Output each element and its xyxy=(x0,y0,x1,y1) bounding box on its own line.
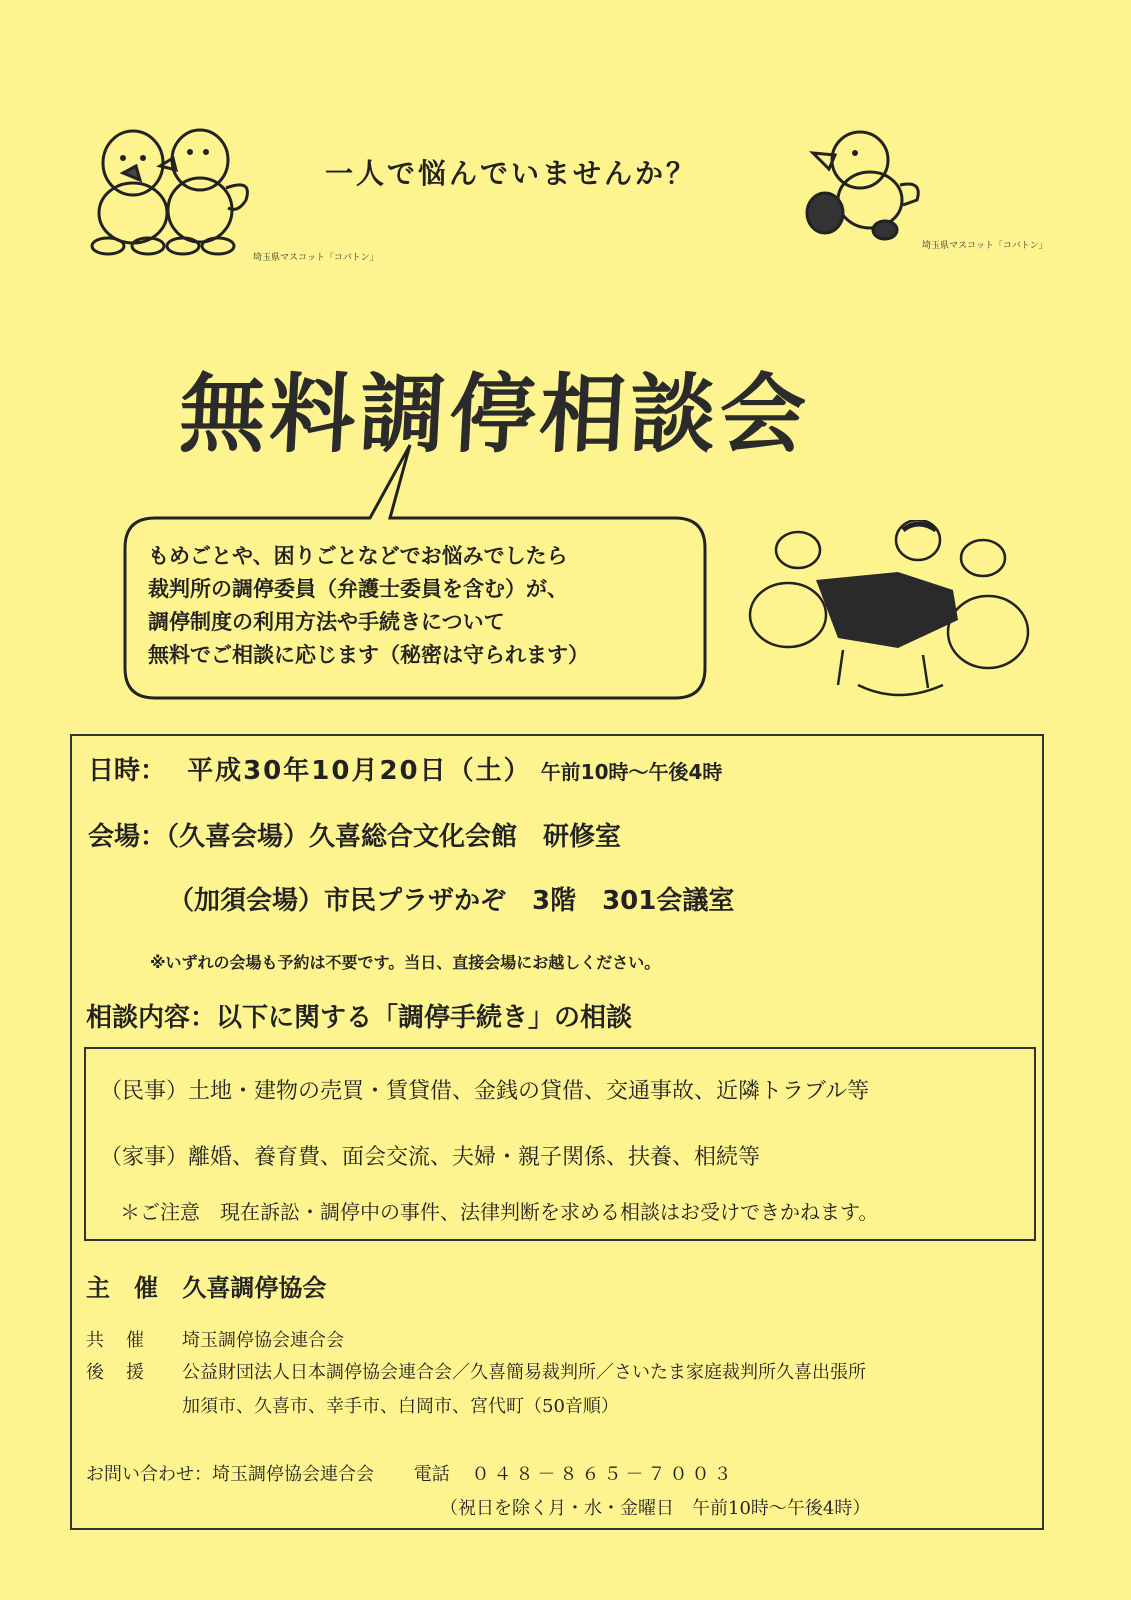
support-list-1: 公益財団法人日本調停協会連合会／久喜簡易裁判所／さいたま家庭裁判所久喜出張所 xyxy=(182,1362,866,1383)
bubble-line: 裁判所の調停委員（弁護士委員を含む）が、 xyxy=(148,577,568,601)
cohost-row xyxy=(86,1326,344,1352)
phone-label: 電話 xyxy=(413,1464,450,1485)
date-value: 平成30年10月20日（土） xyxy=(187,756,532,786)
host-name: 久喜調停協会 xyxy=(182,1274,327,1302)
date-label: 日時： xyxy=(88,756,167,786)
phone-number: ０４８－８６５－７００３ xyxy=(471,1464,736,1485)
topic-family: （家事）離婚、養育費、面会交流、夫婦・親子関係、扶養、相続等 xyxy=(100,1145,761,1170)
bubble-line: 無料でご相談に応じます（秘密は守られます） xyxy=(148,643,589,667)
event-date xyxy=(88,750,722,787)
venue-kazo: （加須会場）市民プラザかぞ 3階 301会議室 xyxy=(168,886,735,916)
cohost-label: 共催 xyxy=(86,1330,166,1351)
support-label: 後援 xyxy=(86,1362,166,1383)
page-title: 無料調停相談会 xyxy=(176,365,813,465)
meeting-illustration xyxy=(748,520,1033,700)
contact-hours: （祝日を除く月・水・金曜日 午前10時～午後4時） xyxy=(440,1498,871,1519)
time-value: 午前10時～午後4時 xyxy=(540,760,723,784)
venue-kuki: （久喜会場）久喜総合文化会館 研修室 xyxy=(166,822,622,852)
caution-note: ＊ご注意 現在訴訟・調停中の事件、法律判断を求める相談はお受けできかねます。 xyxy=(120,1200,879,1224)
host-row xyxy=(86,1268,326,1303)
bubble-text xyxy=(148,540,688,672)
bubble-line: もめごとや、困りごとなどでお悩みでしたら xyxy=(148,544,568,568)
bubble-line: 調停制度の利用方法や手続きについて xyxy=(148,610,505,634)
host-label: 主 催 xyxy=(86,1274,158,1302)
support-list-2: 加須市、久喜市、幸手市、白岡市、宮代町（50音順） xyxy=(182,1396,619,1417)
cohost-name: 埼玉調停協会連合会 xyxy=(182,1330,344,1351)
venue-label: 会場： xyxy=(88,822,167,852)
mascot-caption-right: 埼玉県マスコット「コバトン」 xyxy=(922,241,1048,251)
mascot-caption-left: 埼玉県マスコット「コバトン」 xyxy=(253,253,379,263)
support-row xyxy=(86,1358,866,1384)
contact-row xyxy=(86,1460,735,1486)
topics-heading: 相談内容：以下に関する「調停手続き」の相談 xyxy=(86,1003,633,1033)
venue-note: ※いずれの会場も予約は不要です。当日、直接会場にお越しください。 xyxy=(150,953,661,972)
topic-civil: （民事）土地・建物の売買・賃貸借、金銭の貸借、交通事故、近隣トラブル等 xyxy=(100,1079,870,1104)
contact-label: お問い合わせ：埼玉調停協会連合会 xyxy=(86,1464,374,1485)
mascot-left-illustration xyxy=(88,118,258,258)
venue-row-1 xyxy=(88,816,621,853)
mascot-right-illustration xyxy=(805,125,925,245)
header-question: 一人で悩んでいませんか？ xyxy=(325,157,698,190)
